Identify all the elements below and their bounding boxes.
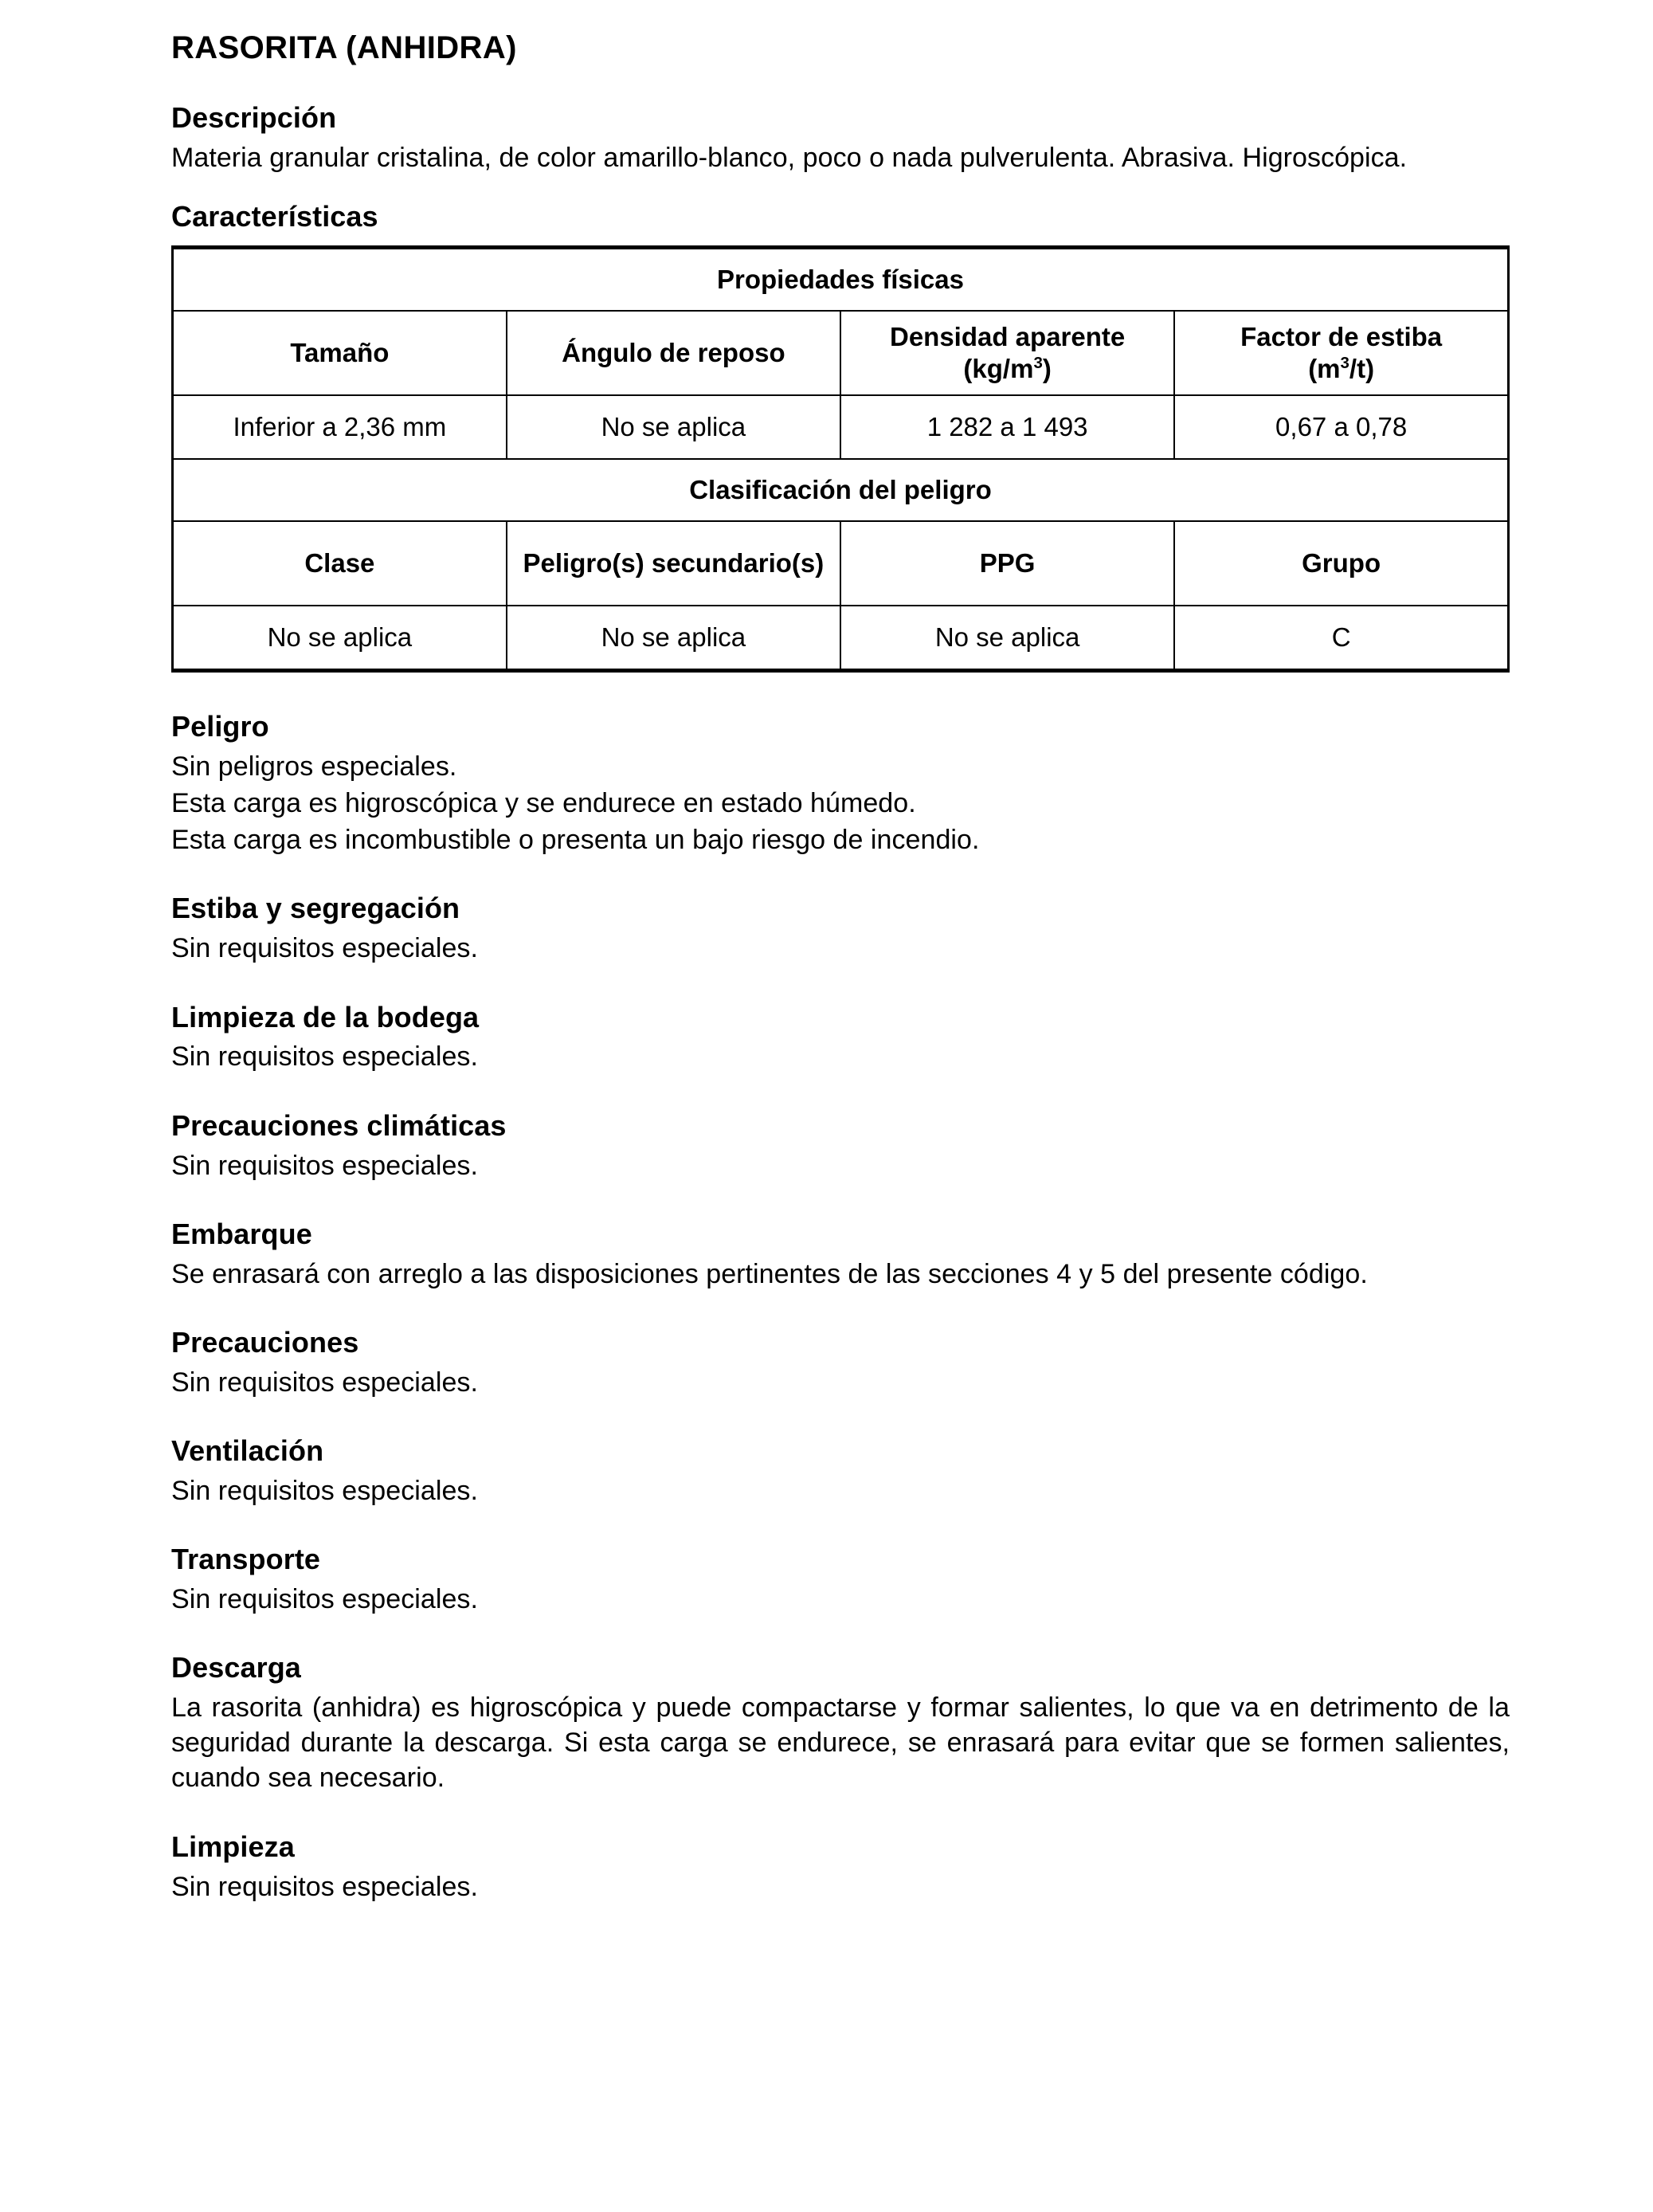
section-heading-caracteristicas: Características bbox=[171, 200, 378, 233]
superscript-three: 3 bbox=[1033, 354, 1043, 372]
column-header-densidad-aparente-label: Densidad aparente bbox=[889, 322, 1126, 352]
section-descripcion bbox=[171, 100, 1510, 175]
section-body-peligro-line2: Esta carga es higroscópica y se endurece en estado húmedo. bbox=[171, 788, 916, 819]
column-header-factor-estiba-unit: $(m^3/t)$ bbox=[1308, 354, 1375, 383]
section-heading-limpieza-bodega: Limpieza de la bodega bbox=[171, 1000, 480, 1033]
section-heading-transporte: Transporte bbox=[171, 1543, 321, 1576]
cell-grupo-value: C bbox=[1174, 606, 1508, 671]
section-embarque bbox=[171, 1217, 1510, 1292]
section-precauciones-climaticas bbox=[171, 1108, 1510, 1183]
column-header-angulo-reposo-label: Ángulo de reposo bbox=[562, 338, 785, 368]
section-body-estiba-segregacion: Sin requisitos especiales. bbox=[171, 933, 478, 964]
column-header-tamano bbox=[173, 311, 507, 395]
section-body-peligro-line3: Esta carga es incombustible o presenta un bajo riesgo de incendio. bbox=[171, 825, 980, 856]
section-estiba-segregacion bbox=[171, 891, 1510, 966]
section-heading-ventilacion: Ventilación bbox=[171, 1433, 324, 1467]
section-caracteristicas bbox=[171, 199, 1510, 673]
section-body-limpieza-bodega: Sin requisitos especiales. bbox=[171, 1041, 478, 1073]
section-body-transporte: Sin requisitos especiales. bbox=[171, 1583, 478, 1614]
column-header-ppg: PPG bbox=[840, 521, 1174, 606]
section-body-embarque: Se enrasará con arreglo a las disposiciones pertinentes de las secciones 4 y 5 del presente código. bbox=[171, 1258, 1368, 1289]
cell-peligros-secundarios-value: No se aplica bbox=[507, 606, 840, 671]
table-band-hazard: Clasificación del peligro bbox=[173, 459, 1509, 521]
section-precauciones bbox=[171, 1325, 1510, 1400]
section-body-ventilacion: Sin requisitos especiales. bbox=[171, 1475, 478, 1506]
column-header-factor-estiba bbox=[1174, 311, 1508, 395]
section-limpieza-bodega bbox=[171, 1000, 1510, 1075]
column-header-clase: Clase bbox=[173, 521, 507, 606]
column-header-densidad-aparente bbox=[840, 311, 1174, 395]
section-ventilacion bbox=[171, 1433, 1510, 1508]
superscript-three: 3 bbox=[1340, 354, 1349, 372]
table-row-physical-headers bbox=[173, 311, 1509, 395]
section-descarga bbox=[171, 1650, 1510, 1795]
section-limpieza bbox=[171, 1830, 1510, 1904]
section-heading-descripcion: Descripción bbox=[171, 101, 337, 134]
section-body-precauciones-climaticas: Sin requisitos especiales. bbox=[171, 1150, 478, 1181]
column-header-tamano-label: Tamaño bbox=[290, 338, 390, 368]
table-band-physical: Propiedades físicas bbox=[173, 248, 1509, 312]
section-body-peligro-line1: Sin peligros especiales. bbox=[171, 751, 457, 782]
column-header-peligros-secundarios: Peligro(s) secundario(s) bbox=[507, 521, 840, 606]
section-peligro bbox=[171, 709, 1510, 857]
section-heading-precauciones-climaticas: Precauciones climáticas bbox=[171, 1108, 507, 1142]
table-row-band-physical bbox=[173, 248, 1509, 312]
table-row-band-hazard bbox=[173, 459, 1509, 521]
section-heading-estiba-segregacion: Estiba y segregación bbox=[171, 892, 460, 925]
table-row-physical-values bbox=[173, 395, 1509, 459]
section-transporte bbox=[171, 1542, 1510, 1617]
properties-table bbox=[171, 245, 1510, 673]
section-body-precauciones: Sin requisitos especiales. bbox=[171, 1367, 478, 1398]
cell-tamano-value: Inferior a 2,36 mm bbox=[173, 395, 507, 459]
page-title: RASORITA (ANHIDRA) bbox=[171, 30, 517, 65]
column-header-factor-estiba-label: Factor de estiba bbox=[1240, 322, 1443, 352]
cell-clase-value: No se aplica bbox=[173, 606, 507, 671]
cell-angulo-reposo-value: No se aplica bbox=[507, 395, 840, 459]
section-heading-peligro: Peligro bbox=[171, 710, 269, 743]
section-heading-descarga: Descarga bbox=[171, 1651, 301, 1684]
column-header-angulo-reposo bbox=[507, 311, 840, 395]
table-row-hazard-values bbox=[173, 606, 1509, 671]
cell-densidad-aparente-value: 1 282 a 1 493 bbox=[840, 395, 1174, 459]
section-body-limpieza: Sin requisitos especiales. bbox=[171, 1871, 478, 1902]
table-row-hazard-headers bbox=[173, 521, 1509, 606]
cell-ppg-value: No se aplica bbox=[840, 606, 1174, 671]
column-header-grupo: Grupo bbox=[1174, 521, 1508, 606]
section-heading-precauciones: Precauciones bbox=[171, 1325, 359, 1359]
column-header-densidad-aparente-unit: $(kg/m^3)$ bbox=[963, 354, 1052, 383]
section-body-descripcion: Materia granular cristalina, de color amarillo-blanco, poco o nada pulverulenta. Abrasiva. Higroscópica. bbox=[171, 142, 1408, 173]
section-heading-embarque: Embarque bbox=[171, 1217, 312, 1250]
section-heading-limpieza: Limpieza bbox=[171, 1830, 295, 1863]
cell-factor-estiba-value: 0,67 a 0,78 bbox=[1174, 395, 1508, 459]
section-body-descarga: La rasorita (anhidra) es higroscópica y puede compactarse y formar salientes, lo que va en detrimento de la seguridad durante la descarga. Si esta carga se endurece, se enrasará para evitar que se formen salientes, cuando sea necesario. bbox=[171, 1692, 1510, 1794]
